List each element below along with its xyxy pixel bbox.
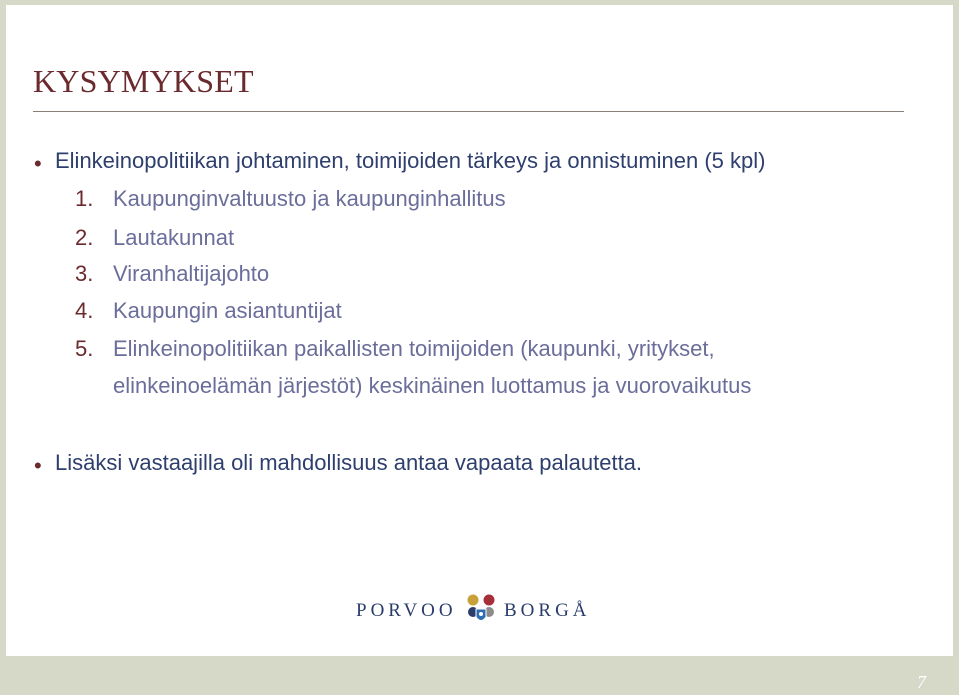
slide (6, 5, 953, 656)
city-emblem-icon (464, 592, 498, 626)
list-item-text: Kaupungin asiantuntijat (113, 298, 342, 323)
list-item-text: Kaupunginvaltuusto ja kaupunginhallitus (113, 186, 506, 211)
bullet-marker: • (34, 151, 42, 176)
list-item-text: Lautakunnat (113, 225, 235, 250)
bullet-text: Elinkeinopolitiikan johtaminen, toimijoiden tärkeys ja onnistuminen (5 kpl) (55, 148, 766, 173)
slide-title: KYSYMYKSET (33, 63, 254, 99)
list-item-number: 3. (75, 261, 94, 286)
bullet-marker: • (34, 453, 42, 478)
logo-word-left: PORVOO (356, 600, 457, 621)
porvoo-borga-logo (352, 592, 612, 632)
footer-band (0, 656, 959, 695)
list-item-number: 4. (75, 298, 94, 323)
list-item-number: 1. (75, 186, 94, 211)
list-item-text-continued: elinkeinoelämän järjestöt) keskinäinen luottamus ja vuorovaikutus (113, 373, 752, 398)
bullet-text: Lisäksi vastaajilla oli mahdollisuus antaa vapaata palautetta. (55, 450, 643, 475)
list-item-text: Elinkeinopolitiikan paikallisten toimijoiden (kaupunki, yritykset, (113, 336, 715, 361)
list-item-number: 5. (75, 336, 94, 361)
page-number: 7 (917, 672, 926, 692)
list-item-number: 2. (75, 225, 94, 250)
title-divider (33, 111, 904, 112)
list-item-text: Viranhaltijajohto (113, 261, 270, 286)
logo-word-right: BORGÅ (504, 600, 591, 621)
